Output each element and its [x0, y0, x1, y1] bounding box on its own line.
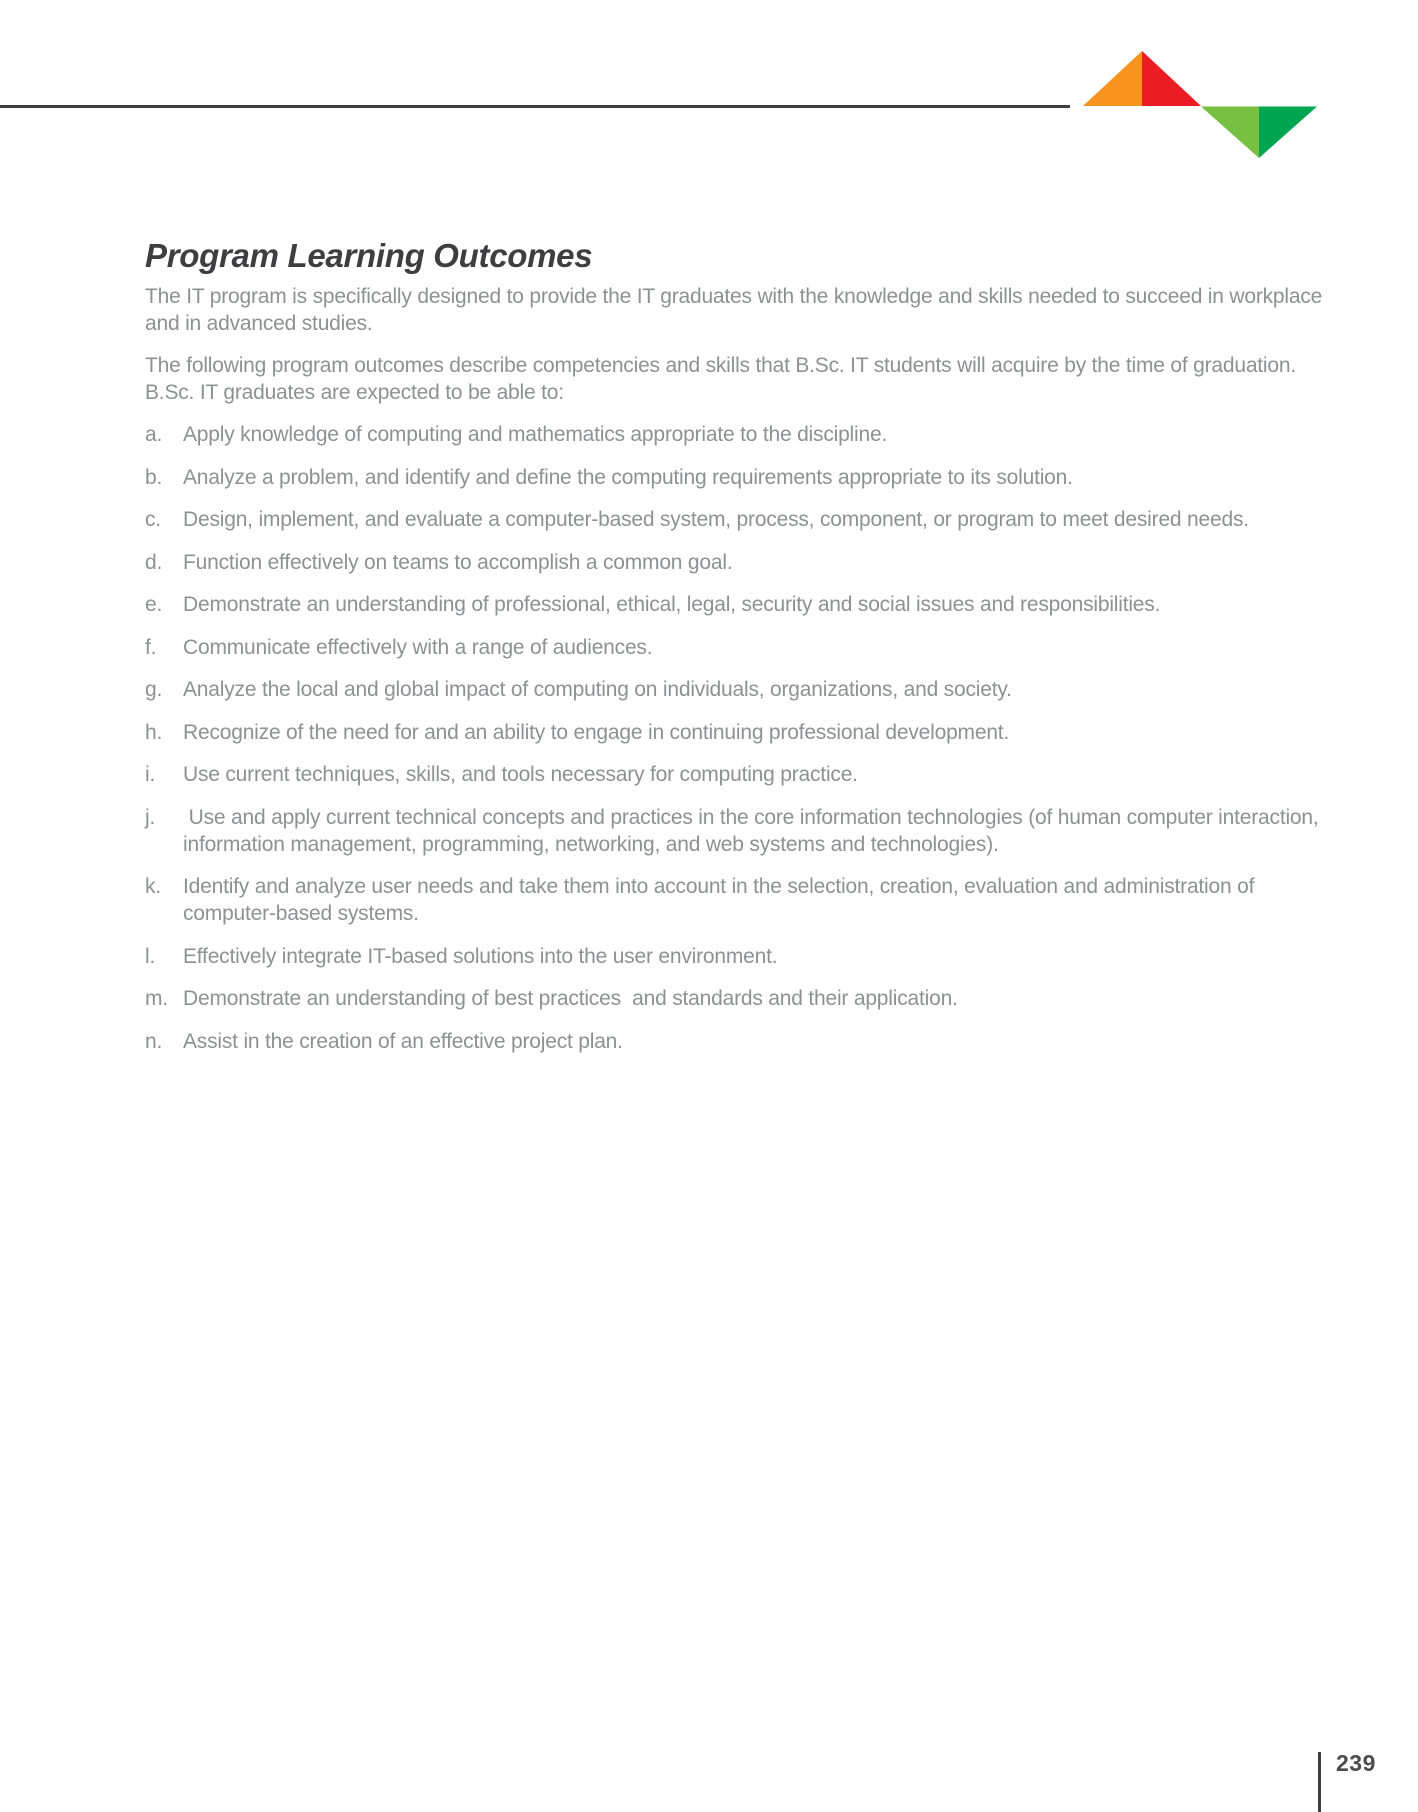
- outcome-text: Demonstrate an understanding of professional, ethical, legal, security and social issues and responsibilities.: [183, 593, 1161, 616]
- outcome-letter: i.: [145, 763, 156, 786]
- outcome-item: [145, 761, 1350, 788]
- logo-red-triangle: [1142, 51, 1201, 106]
- outcome-text: Design, implement, and evaluate a computer-based system, process, component, or program to meet desired needs.: [183, 508, 1249, 531]
- outcome-item: [145, 804, 1350, 858]
- logo-dark-green-triangle: [1259, 107, 1317, 159]
- outcome-item: [145, 873, 1350, 927]
- outcomes-list: [145, 421, 1350, 1055]
- outcome-text: Recognize of the need for and an ability to engage in continuing professional development.: [183, 720, 1010, 744]
- outcome-item: [145, 591, 1350, 618]
- outcome-item: [145, 464, 1350, 491]
- header-rule: [0, 105, 1070, 108]
- outcome-text: Demonstrate an understanding of best practices and standards and their application.: [183, 987, 958, 1010]
- outcome-item: [145, 634, 1350, 661]
- outcome-item: [145, 676, 1350, 703]
- page-title: Program Learning Outcomes: [145, 237, 593, 274]
- outcome-text: Analyze a problem, and identify and define the computing requirements appropriate to its solution.: [183, 465, 1073, 489]
- intro-paragraph: The IT program is specifically designed to provide the IT graduates with the knowledge and skills needed to succeed in workplace and in advanced studies.: [145, 285, 1323, 335]
- outcome-letter: m.: [145, 987, 168, 1010]
- outcome-item: [145, 943, 1350, 970]
- outcome-letter: a.: [145, 423, 163, 446]
- outcome-item: [145, 549, 1350, 576]
- outcome-item: [145, 421, 1350, 448]
- logo-orange-triangle: [1083, 51, 1142, 106]
- outcome-letter: j.: [145, 805, 156, 829]
- outcome-text: Apply knowledge of computing and mathematics appropriate to the discipline.: [183, 423, 888, 446]
- outcome-text: Identify and analyze user needs and take them into account in the selection, creation, evaluation and administration of computer-based systems.: [183, 875, 1260, 925]
- outcome-text: Assist in the creation of an effective project plan.: [183, 1029, 623, 1053]
- outcome-text: Analyze the local and global impact of computing on individuals, organizations, and society.: [183, 678, 1012, 701]
- lead-in-paragraph: The following program outcomes describe competencies and skills that B.Sc. IT students will acquire by the time of graduation. B.Sc. IT graduates are expected to be able to:: [145, 354, 1296, 404]
- outcome-letter: b.: [145, 465, 163, 489]
- outcome-letter: c.: [145, 508, 161, 531]
- outcome-text: Function effectively on teams to accomplish a common goal.: [183, 550, 733, 574]
- brand-logo-icon: [1082, 51, 1318, 159]
- logo-light-green-triangle: [1201, 107, 1259, 159]
- outcome-letter: f.: [145, 635, 157, 659]
- outcome-letter: g.: [145, 678, 163, 701]
- document-body: [145, 238, 1350, 1070]
- page-number: 239: [1336, 1750, 1376, 1776]
- outcome-letter: n.: [145, 1029, 163, 1053]
- outcome-item: [145, 506, 1350, 533]
- outcome-letter: l.: [145, 944, 156, 968]
- outcome-item: [145, 1028, 1350, 1055]
- outcome-text: Effectively integrate IT-based solutions into the user environment.: [183, 944, 778, 968]
- footer-rule: [1318, 1752, 1321, 1812]
- outcome-letter: k.: [145, 875, 161, 898]
- outcome-letter: h.: [145, 720, 163, 744]
- outcome-letter: d.: [145, 550, 163, 574]
- outcome-text: Use current techniques, skills, and tools necessary for computing practice.: [183, 763, 858, 786]
- outcome-item: [145, 719, 1350, 746]
- outcome-item: [145, 985, 1350, 1012]
- outcome-letter: e.: [145, 593, 163, 616]
- outcome-text: Communicate effectively with a range of audiences.: [183, 635, 653, 659]
- outcome-text: Use and apply current technical concepts and practices in the core information technologies (of human computer interaction, information management, programming, networking, and web systems and technologies).: [183, 805, 1325, 856]
